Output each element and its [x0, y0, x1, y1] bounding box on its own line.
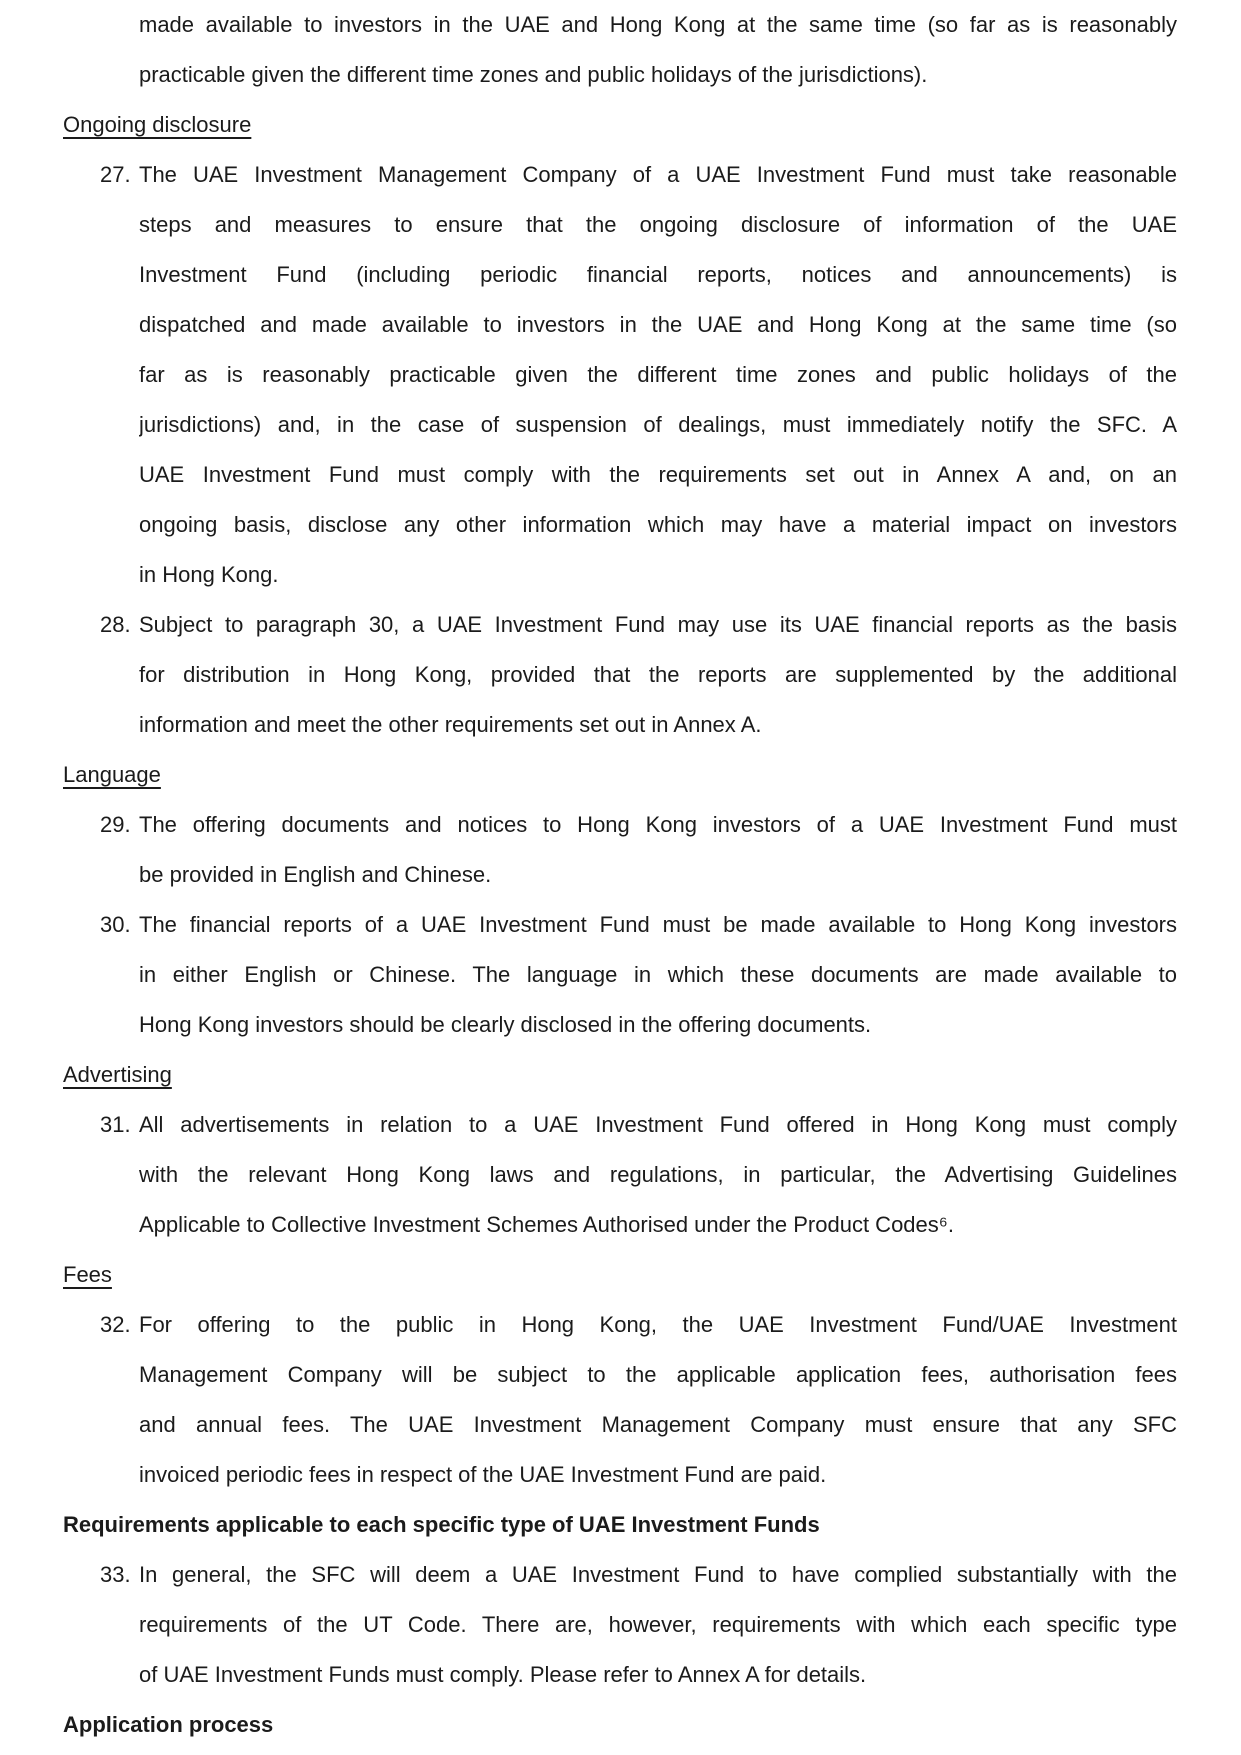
text-line: Management Company will be subject to the applicable application fees, authorisation fees: [139, 1362, 1177, 1387]
heading-text: Application process: [63, 1712, 274, 1737]
numbered-paragraph: [100, 800, 1177, 900]
text-line: Hong Kong investors should be clearly disclosed in the offering documents.: [139, 1012, 872, 1037]
text-line: be provided in English and Chinese.: [139, 862, 492, 887]
paragraph-number: 27.: [100, 162, 131, 187]
text-line: steps and measures to ensure that the ongoing disclosure of information of the UAE: [139, 212, 1177, 237]
paragraph-number: 30.: [100, 912, 131, 937]
text-line: Investment Fund (including periodic financial reports, notices and announcements) is: [139, 262, 1177, 287]
numbered-paragraph: [100, 1550, 1177, 1700]
text-line: of UAE Investment Funds must comply. Please refer to Annex A for details.: [139, 1662, 867, 1687]
text-line: The offering documents and notices to Hong Kong investors of a UAE Investment Fund must: [139, 812, 1177, 837]
heading-text: Fees: [63, 1262, 112, 1287]
section-heading-bold: [63, 1700, 1177, 1750]
numbered-paragraph: [100, 150, 1177, 600]
text-line: in either English or Chinese. The language in which these documents are made available to: [139, 962, 1177, 987]
paragraph-number: 31.: [100, 1112, 131, 1137]
document-body: [63, 0, 1177, 1750]
text-line: far as is reasonably practicable given the different time zones and public holidays of the: [139, 362, 1177, 387]
section-heading-underlined: [63, 750, 1177, 800]
numbered-paragraph: [100, 1100, 1177, 1250]
text-line: jurisdictions) and, in the case of suspension of dealings, must immediately notify the SFC. A: [139, 412, 1177, 437]
text-line: and annual fees. The UAE Investment Management Company must ensure that any SFC: [139, 1412, 1177, 1437]
text-line: The UAE Investment Management Company of a UAE Investment Fund must take reasonable: [139, 162, 1177, 187]
paragraph-number: 32.: [100, 1312, 131, 1337]
text-line: practicable given the different time zones and public holidays of the jurisdictions).: [139, 62, 928, 87]
text-line: dispatched and made available to investors in the UAE and Hong Kong at the same time (so: [139, 312, 1177, 337]
text-line: requirements of the UT Code. There are, however, requirements with which each specific type: [139, 1612, 1177, 1637]
continuation-paragraph: [139, 0, 1177, 100]
paragraph-number: 29.: [100, 812, 131, 837]
text-line: The financial reports of a UAE Investment Fund must be made available to Hong Kong investors: [139, 912, 1177, 937]
heading-text: Language: [63, 762, 161, 787]
text-line: In general, the SFC will deem a UAE Investment Fund to have complied substantially with the: [139, 1562, 1177, 1587]
text-line: For offering to the public in Hong Kong, the UAE Investment Fund/UAE Investment: [139, 1312, 1177, 1337]
text-line: made available to investors in the UAE and Hong Kong at the same time (so far as is reasonably: [139, 12, 1177, 37]
heading-text: Advertising: [63, 1062, 172, 1087]
text-line: in Hong Kong.: [139, 562, 279, 587]
numbered-paragraph: [100, 600, 1177, 750]
text-line: Applicable to Collective Investment Schemes Authorised under the Product Codes⁶.: [139, 1212, 954, 1237]
paragraph-number: 28.: [100, 612, 131, 637]
heading-text: Ongoing disclosure: [63, 112, 252, 137]
text-line: All advertisements in relation to a UAE Investment Fund offered in Hong Kong must comply: [139, 1112, 1177, 1137]
section-heading-underlined: [63, 1050, 1177, 1100]
text-line: UAE Investment Fund must comply with the requirements set out in Annex A and, on an: [139, 462, 1177, 487]
heading-text: Requirements applicable to each specific type of UAE Investment Funds: [63, 1512, 820, 1537]
text-line: with the relevant Hong Kong laws and regulations, in particular, the Advertising Guidelines: [139, 1162, 1177, 1187]
text-line: for distribution in Hong Kong, provided that the reports are supplemented by the additional: [139, 662, 1177, 687]
section-heading-underlined: [63, 1250, 1177, 1300]
section-heading-bold: [63, 1500, 1177, 1550]
text-line: invoiced periodic fees in respect of the UAE Investment Fund are paid.: [139, 1462, 827, 1487]
numbered-paragraph: [100, 900, 1177, 1050]
text-line: ongoing basis, disclose any other information which may have a material impact on investors: [139, 512, 1177, 537]
section-heading-underlined: [63, 100, 1177, 150]
paragraph-number: 33.: [100, 1562, 131, 1587]
text-line: information and meet the other requirements set out in Annex A.: [139, 712, 762, 737]
text-line: Subject to paragraph 30, a UAE Investment Fund may use its UAE financial reports as the basis: [139, 612, 1177, 637]
numbered-paragraph: [100, 1300, 1177, 1500]
